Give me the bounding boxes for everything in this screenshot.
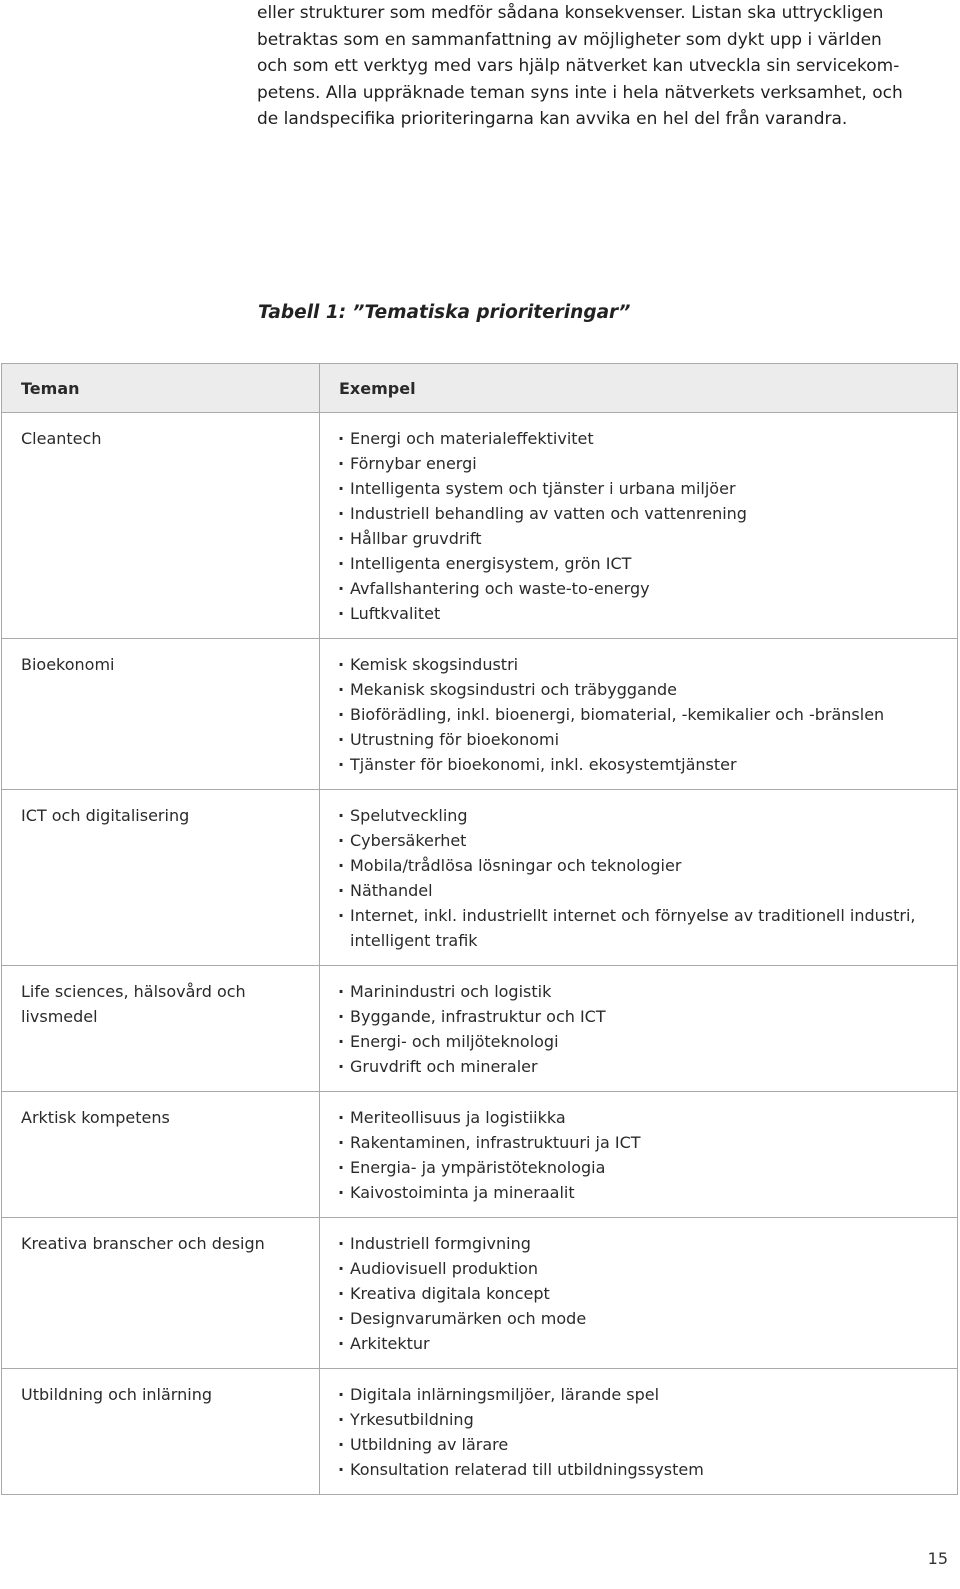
example-item: · Utbildning av lärare <box>338 1432 947 1457</box>
example-item: · Cybersäkerhet <box>338 828 947 853</box>
theme-name: Kreativa branscher och design <box>21 1234 265 1253</box>
intro-line: och som ett verktyg med vars hjälp nätverket kan utveckla sin servicekom- <box>257 56 900 76</box>
example-item: · Rakentaminen, infrastruktuuri ja ICT <box>338 1130 947 1155</box>
examples-list <box>338 652 947 777</box>
header-examples: Exempel <box>320 364 958 413</box>
example-item: · Kemisk skogsindustri <box>338 652 947 677</box>
examples-cell <box>320 1369 958 1495</box>
intro-paragraph <box>257 0 957 133</box>
example-item: · Kaivostoiminta ja mineraalit <box>338 1180 947 1205</box>
example-item: · Kreativa digitala koncept <box>338 1281 947 1306</box>
examples-cell <box>320 1218 958 1369</box>
theme-name: Utbildning och inlärning <box>21 1385 212 1404</box>
theme-cell <box>2 1218 320 1369</box>
example-item: · Industriell behandling av vatten och vattenrening <box>338 501 947 526</box>
example-item: · Mekanisk skogsindustri och träbyggande <box>338 677 947 702</box>
example-item: · Arkitektur <box>338 1331 947 1356</box>
example-item: · Energi och materialeffektivitet <box>338 426 947 451</box>
table-row <box>2 1092 958 1218</box>
example-item: · Marinindustri och logistik <box>338 979 947 1004</box>
table-row <box>2 790 958 966</box>
intro-line: de landspecifika prioriteringarna kan avvika en hel del från varandra. <box>257 109 848 129</box>
table-row <box>2 966 958 1092</box>
intro-line: petens. Alla uppräknade teman syns inte i hela nätverkets verksamhet, och <box>257 82 903 103</box>
example-item: · Intelligenta energisystem, grön ICT <box>338 551 947 576</box>
example-item: · Byggande, infrastruktur och ICT <box>338 1004 947 1029</box>
theme-cell <box>2 1369 320 1495</box>
example-item: · Intelligenta system och tjänster i urbana miljöer <box>338 476 947 501</box>
example-item: · Yrkesutbildning <box>338 1407 947 1432</box>
example-item: · Mobila/trådlösa lösningar och teknologier <box>338 853 947 878</box>
examples-list <box>338 1105 947 1205</box>
intro-line: eller strukturer som medför sådana konsekvenser. Listan ska uttryckligen <box>257 3 884 23</box>
examples-list <box>338 803 947 953</box>
theme-cell <box>2 966 320 1092</box>
table-header-row <box>2 364 958 413</box>
examples-cell <box>320 966 958 1092</box>
examples-cell <box>320 639 958 790</box>
examples-list <box>338 1231 947 1356</box>
example-item: · Internet, inkl. industriellt internet och förnyelse av traditionell industri, intelligent trafik <box>338 903 947 953</box>
examples-list <box>338 1382 947 1482</box>
example-item: · Konsultation relaterad till utbildningssystem <box>338 1457 947 1482</box>
example-item: · Digitala inlärningsmiljöer, lärande spel <box>338 1382 947 1407</box>
example-item: · Avfallshantering och waste-to-energy <box>338 576 947 601</box>
example-item: · Industriell formgivning <box>338 1231 947 1256</box>
header-theme: Teman <box>2 364 320 413</box>
examples-list <box>338 979 947 1079</box>
theme-name: Cleantech <box>21 429 102 448</box>
table-title: Tabell 1: ”Tematiska prioriteringar” <box>258 302 631 323</box>
intro-line: betraktas som en sammanfattning av möjligheter som dykt upp i världen <box>257 29 882 50</box>
example-item: · Utrustning för bioekonomi <box>338 727 947 752</box>
theme-name: ICT och digitalisering <box>21 806 190 825</box>
theme-cell <box>2 413 320 639</box>
theme-name: Bioekonomi <box>21 655 115 674</box>
examples-cell <box>320 413 958 639</box>
example-item: · Luftkvalitet <box>338 601 947 626</box>
table-row <box>2 639 958 790</box>
example-item: · Bioförädling, inkl. bioenergi, biomaterial, -kemikalier och -bränslen <box>338 702 947 727</box>
table-row <box>2 1218 958 1369</box>
example-item: · Näthandel <box>338 878 947 903</box>
example-item: · Hållbar gruvdrift <box>338 526 947 551</box>
example-item: · Audiovisuell produktion <box>338 1256 947 1281</box>
themes-table <box>1 363 958 1495</box>
example-item: · Designvarumärken och mode <box>338 1306 947 1331</box>
theme-name: Arktisk kompetens <box>21 1108 170 1127</box>
example-item: · Meriteollisuus ja logistiikka <box>338 1105 947 1130</box>
examples-cell <box>320 790 958 966</box>
example-item: · Gruvdrift och mineraler <box>338 1054 947 1079</box>
theme-cell <box>2 639 320 790</box>
examples-list <box>338 426 947 626</box>
table-row <box>2 413 958 639</box>
example-item: · Energia- ja ympäristöteknologia <box>338 1155 947 1180</box>
example-item: · Förnybar energi <box>338 451 947 476</box>
theme-cell <box>2 1092 320 1218</box>
examples-cell <box>320 1092 958 1218</box>
theme-cell <box>2 790 320 966</box>
example-item: · Energi- och miljöteknologi <box>338 1029 947 1054</box>
example-item: · Spelutveckling <box>338 803 947 828</box>
table-row <box>2 1369 958 1495</box>
example-item: · Tjänster för bioekonomi, inkl. ekosystemtjänster <box>338 752 947 777</box>
page-number: 15 <box>927 1549 948 1568</box>
theme-name: Life sciences, hälsovård och livsmedel <box>21 982 246 1026</box>
